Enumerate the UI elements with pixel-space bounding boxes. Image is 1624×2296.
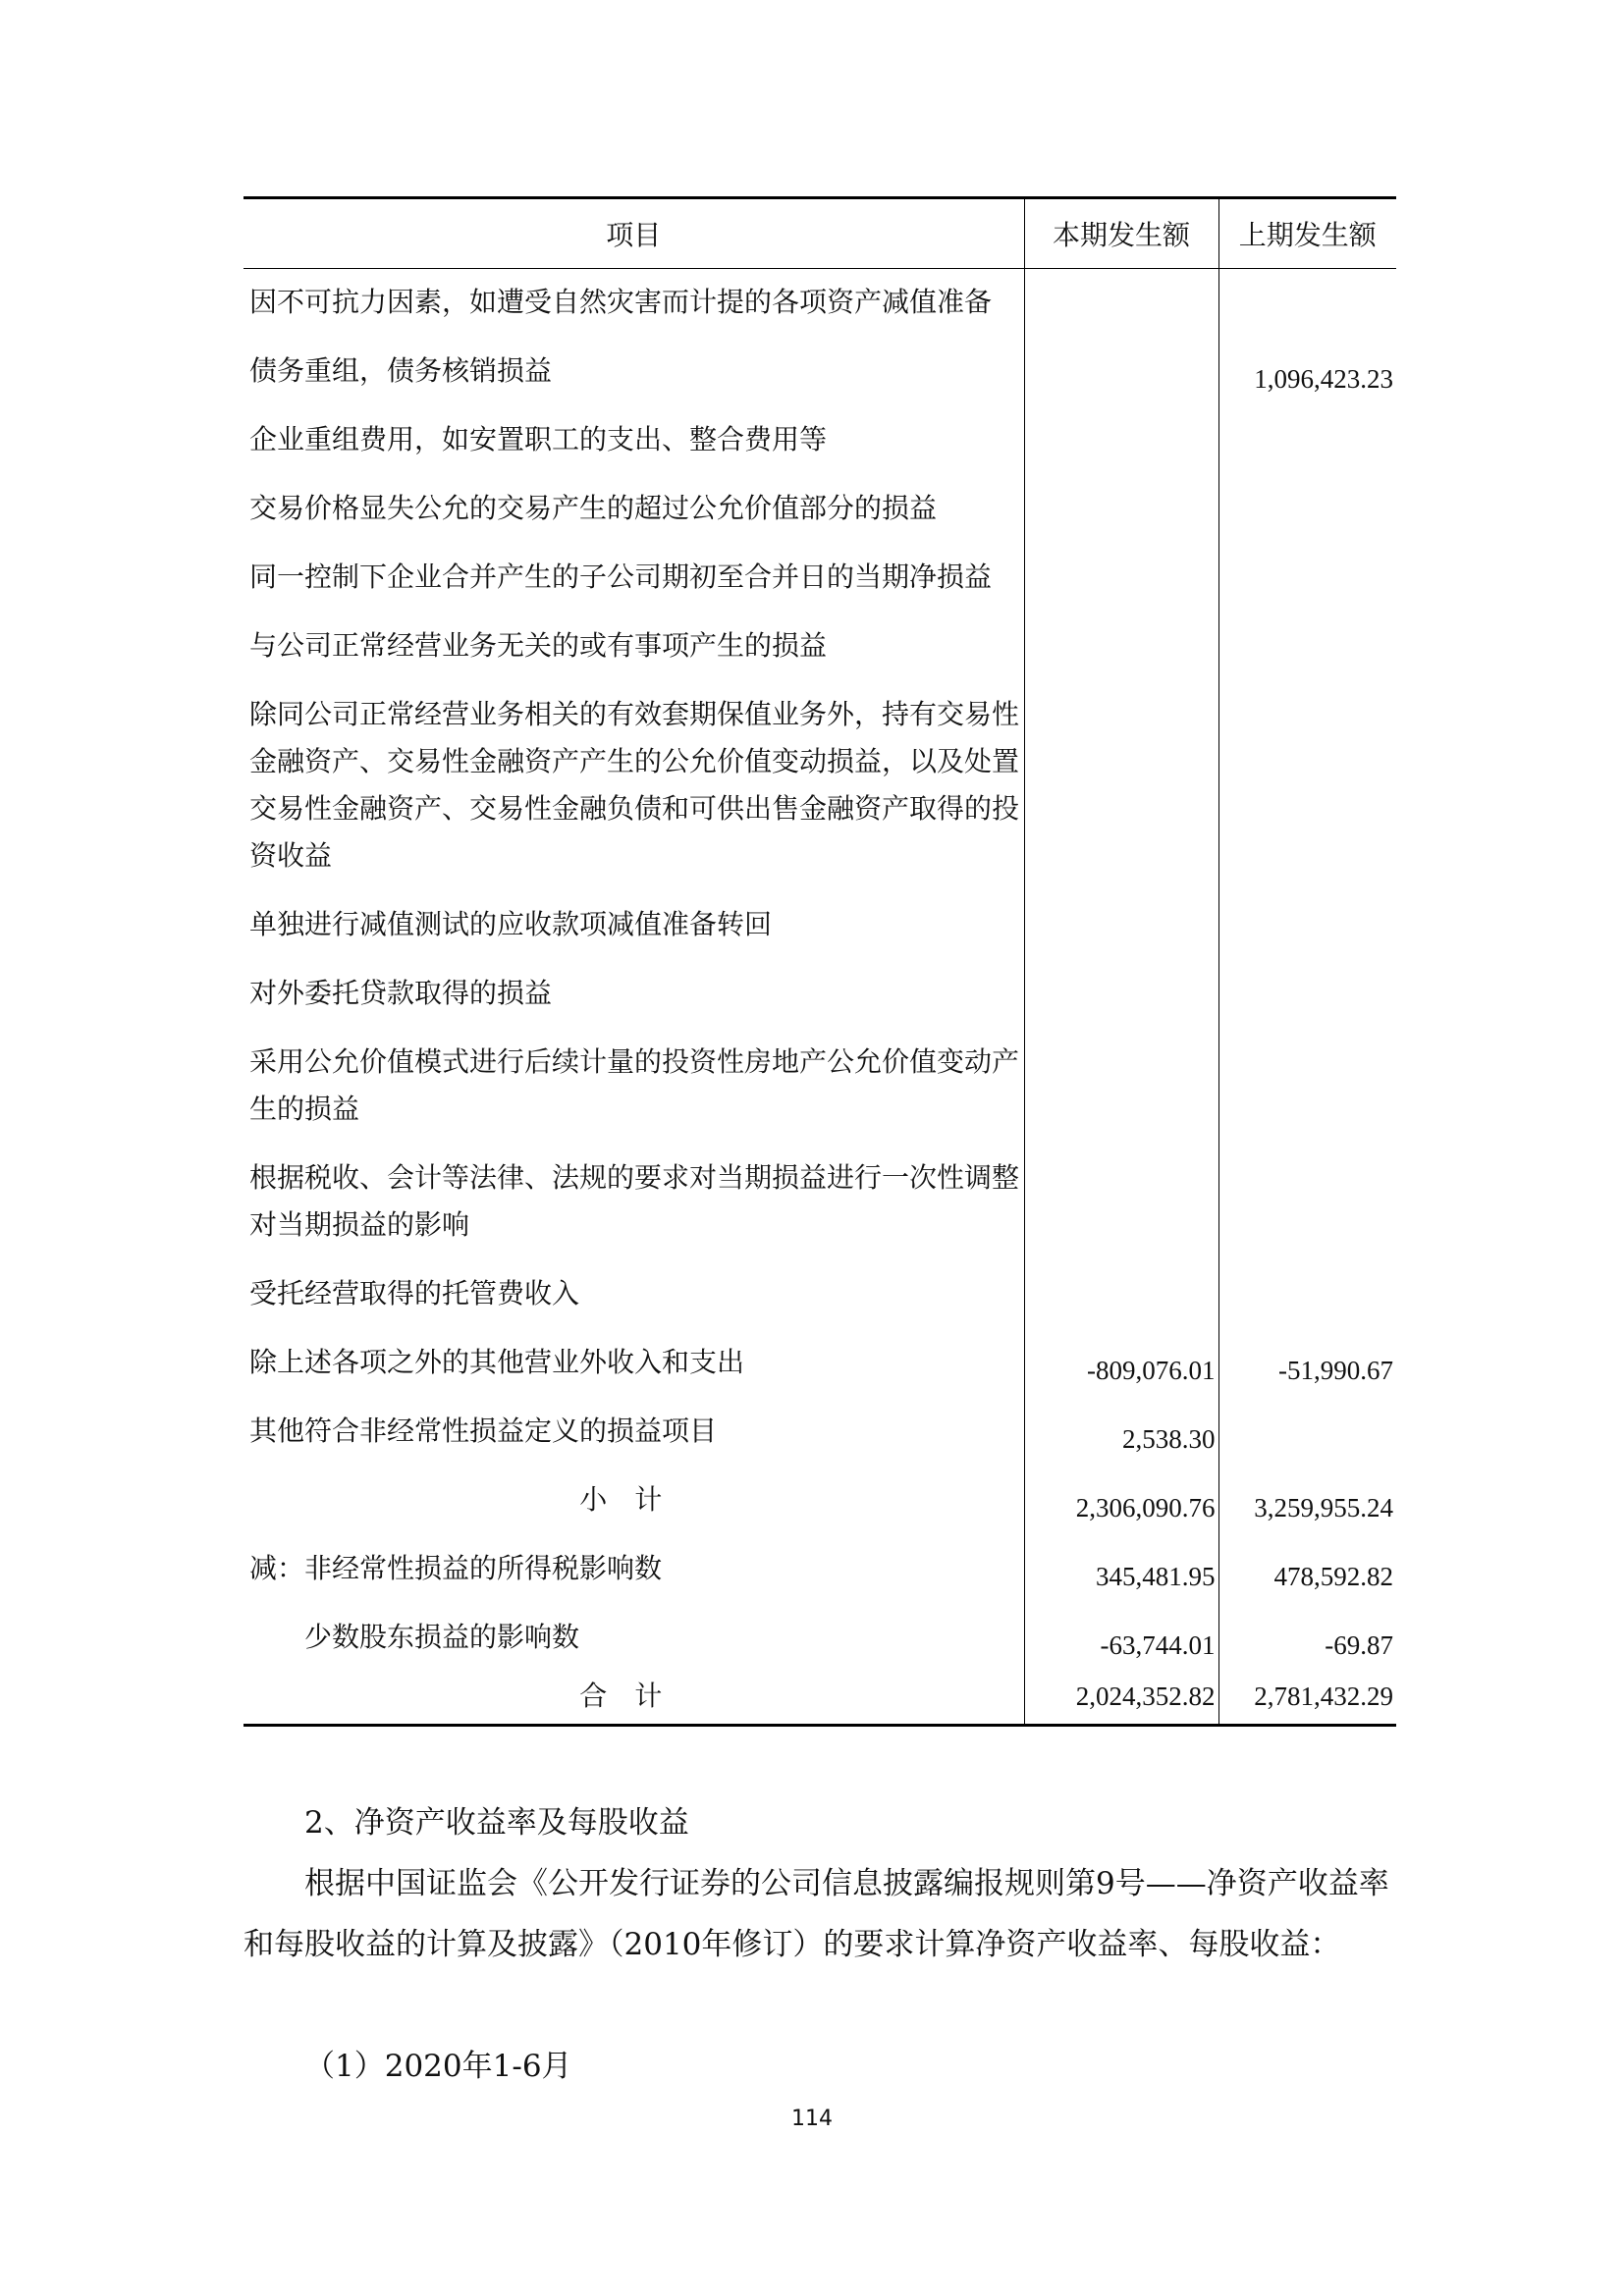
row-current <box>1024 338 1218 406</box>
row-item: 与公司正常经营业务无关的或有事项产生的损益 <box>249 629 828 662</box>
subtotal-row <box>244 1467 1396 1535</box>
table-row <box>244 1260 1396 1329</box>
page-number: 114 <box>791 2107 833 2131</box>
row-current <box>1024 891 1218 960</box>
table-row <box>244 1145 1396 1260</box>
row-current <box>1024 544 1218 613</box>
row-prior <box>1218 681 1396 891</box>
row-current <box>1024 1029 1218 1145</box>
table-row <box>244 1604 1396 1673</box>
table-row <box>244 613 1396 681</box>
row-item: 对外委托贷款取得的损益 <box>249 977 553 1009</box>
row-prior <box>1218 269 1396 339</box>
row-current <box>1024 269 1218 339</box>
subtotal-prior: 3,259,955.24 <box>1218 1467 1396 1535</box>
total-row <box>244 1673 1396 1726</box>
non-recurring-gains-table <box>244 196 1396 1727</box>
body-paragraph-text: 根据中国证监会《公开发行证券的公司信息披露编报规则第9号——净资产收益率和每股收益的计算及披露》（2010年修订）的要求计算净资产收益率、每股收益： <box>244 1866 1389 1962</box>
row-current <box>1024 1260 1218 1329</box>
row-prior <box>1218 1145 1396 1260</box>
row-item: 减：非经常性损益的所得税影响数 <box>249 1552 663 1584</box>
row-prior <box>1218 544 1396 613</box>
row-item: 根据税收、会计等法律、法规的要求对当期损益进行一次性调整对当期损益的影响 <box>249 1161 1020 1241</box>
table-row <box>244 338 1396 406</box>
total-label-text: 合计 <box>579 1680 690 1712</box>
row-prior <box>1218 406 1396 475</box>
body-paragraph <box>244 1853 1396 1975</box>
row-item: 采用公允价值模式进行后续计量的投资性房地产公允价值变动产生的损益 <box>249 1045 1020 1125</box>
row-prior: -51,990.67 <box>1218 1329 1396 1398</box>
row-item: 交易价格显失公允的交易产生的超过公允价值部分的损益 <box>249 492 938 524</box>
subtotal-label-text: 小计 <box>579 1483 690 1516</box>
row-item: 单独进行减值测试的应收款项减值准备转回 <box>249 908 773 940</box>
table-row <box>244 1398 1396 1467</box>
row-current <box>1024 406 1218 475</box>
table-row <box>244 269 1396 339</box>
subtotal-label <box>244 1467 1024 1535</box>
row-item: 除上述各项之外的其他营业外收入和支出 <box>249 1346 745 1378</box>
row-item: 因不可抗力因素，如遭受自然灾害而计提的各项资产减值准备 <box>249 286 993 318</box>
header-prior-period: 上期发生额 <box>1218 198 1396 269</box>
total-current: 2,024,352.82 <box>1024 1673 1218 1726</box>
row-prior <box>1218 1398 1396 1467</box>
row-current <box>1024 1145 1218 1260</box>
row-prior <box>1218 613 1396 681</box>
row-current: 2,538.30 <box>1024 1398 1218 1467</box>
row-prior <box>1218 891 1396 960</box>
row-current <box>1024 960 1218 1029</box>
table-row <box>244 1029 1396 1145</box>
total-prior: 2,781,432.29 <box>1218 1673 1396 1726</box>
table-row <box>244 475 1396 544</box>
row-prior <box>1218 1260 1396 1329</box>
header-current-period: 本期发生额 <box>1024 198 1218 269</box>
row-item: 企业重组费用，如安置职工的支出、整合费用等 <box>249 423 828 455</box>
subheading <box>244 2036 1396 2097</box>
table-row <box>244 544 1396 613</box>
row-prior <box>1218 1029 1396 1145</box>
row-prior: 1,096,423.23 <box>1218 338 1396 406</box>
table-header-row <box>244 198 1396 269</box>
row-current <box>1024 681 1218 891</box>
table-row <box>244 1535 1396 1604</box>
row-item: 少数股东损益的影响数 <box>304 1621 580 1653</box>
row-prior: 478,592.82 <box>1218 1535 1396 1604</box>
row-current: 345,481.95 <box>1024 1535 1218 1604</box>
row-item: 同一控制下企业合并产生的子公司期初至合并日的当期净损益 <box>249 561 993 593</box>
row-current <box>1024 613 1218 681</box>
section-heading-text: 2、净资产收益率及每股收益 <box>304 1805 689 1841</box>
row-item: 除同公司正常经营业务相关的有效套期保值业务外，持有交易性金融资产、交易性金融资产产生的公允价值变动损益，以及处置交易性金融资产、交易性金融负债和可供出售金融资产取得的投资收益 <box>249 698 1020 872</box>
row-prior <box>1218 475 1396 544</box>
row-item: 其他符合非经常性损益定义的损益项目 <box>249 1415 718 1447</box>
row-item: 受托经营取得的托管费收入 <box>249 1277 580 1309</box>
header-item: 项目 <box>606 219 662 251</box>
subheading-text: （1）2020年1-6月 <box>304 2049 572 2084</box>
subtotal-current: 2,306,090.76 <box>1024 1467 1218 1535</box>
table-row <box>244 891 1396 960</box>
table-row <box>244 1329 1396 1398</box>
row-current: -63,744.01 <box>1024 1604 1218 1673</box>
row-prior: -69.87 <box>1218 1604 1396 1673</box>
section-heading <box>244 1792 1396 1853</box>
table-row <box>244 681 1396 891</box>
row-current <box>1024 475 1218 544</box>
row-current: -809,076.01 <box>1024 1329 1218 1398</box>
total-label <box>244 1673 1024 1726</box>
row-item: 债务重组，债务核销损益 <box>249 354 553 387</box>
table-row <box>244 960 1396 1029</box>
table-row <box>244 406 1396 475</box>
row-prior <box>1218 960 1396 1029</box>
